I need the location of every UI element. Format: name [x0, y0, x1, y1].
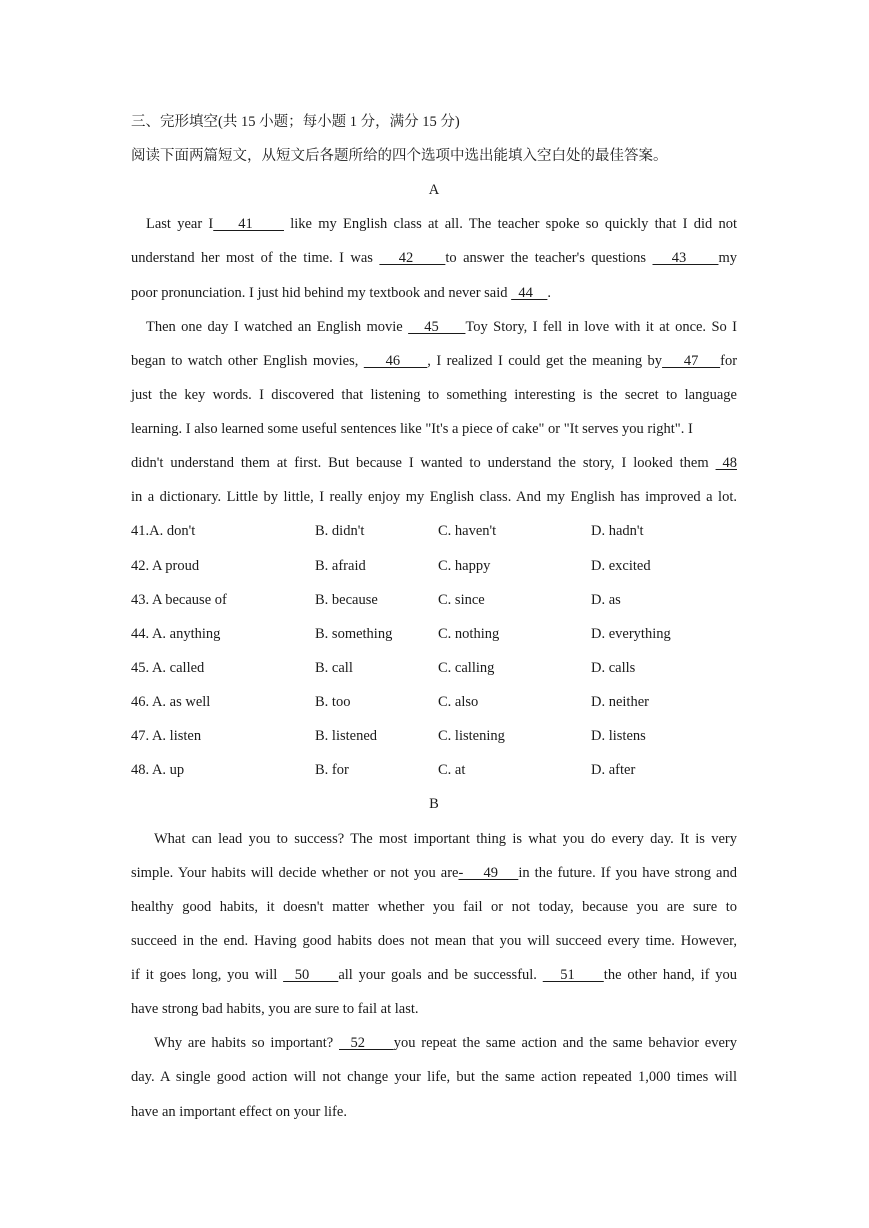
blank-48: 48 — [715, 455, 737, 471]
blank-42: 42 — [379, 250, 446, 266]
passage-b-line: if it goes long, you will 50 all your goals and be successful. 51 the other hand, if you — [131, 967, 737, 983]
option-c: C. nothing — [438, 626, 500, 642]
option-b: B. listened — [315, 728, 378, 744]
options-row-45 — [131, 658, 737, 678]
blank-43: 43 — [652, 250, 719, 266]
option-b: B. because — [315, 592, 378, 608]
blank-45: 45 — [408, 319, 466, 335]
option-a: 42. A proud — [131, 558, 200, 574]
blank-46: 46 — [363, 353, 428, 369]
blank-49: - 49 — [458, 865, 519, 881]
passage-a-label: A — [428, 182, 440, 198]
passage-b-line: day. A single good action will not change your life, but the same action repeated 1,000 times will — [131, 1069, 737, 1085]
blank-52: 52 — [339, 1035, 394, 1051]
option-d: D. neither — [591, 694, 649, 710]
section-heading: 三、完形填空(共 15 小题；每小题 1 分，满分 15 分) — [131, 114, 460, 130]
options-row-41 — [131, 521, 737, 541]
option-c: C. calling — [438, 660, 495, 676]
option-b: B. something — [315, 626, 393, 642]
option-d: D. excited — [591, 558, 651, 574]
option-c: C. at — [438, 762, 466, 778]
option-d: D. as — [591, 592, 621, 608]
passage-b-line: Why are habits so important? 52 you repeat the same action and the same behavior every — [154, 1035, 738, 1051]
options-row-42 — [131, 556, 737, 576]
blank-47: 47 — [662, 353, 721, 369]
option-a: 48. A. up — [131, 762, 185, 778]
passage-a-line: Last year I 41 like my English class at all. The teacher spoke so quickly that I did not — [146, 216, 738, 232]
passage-a-line: Then one day I watched an English movie 45 Toy Story, I fell in love with it at once. So I — [146, 319, 737, 335]
passage-b-line: have strong bad habits, you are sure to fail at last. — [131, 1001, 419, 1017]
passage-a-line: didn't understand them at first. But because I wanted to understand the story, I looked them 48 — [131, 455, 737, 471]
option-a: 45. A. called — [131, 660, 205, 676]
blank-50: 50 — [283, 967, 339, 983]
section-instruction: 阅读下面两篇短文，从短文后各题所给的四个选项中选出能填入空白处的最佳答案。 — [131, 148, 668, 164]
option-a: 41.A. don't — [131, 523, 196, 539]
option-a: 43. A because of — [131, 592, 227, 608]
passage-a-line: understand her most of the time. I was 42 to answer the teacher's questions 43 my — [131, 250, 738, 266]
options-row-47 — [131, 726, 737, 746]
option-c: C. haven't — [438, 523, 497, 539]
passage-b-label: B — [429, 796, 439, 812]
options-row-43 — [131, 590, 737, 610]
option-b: B. for — [315, 762, 349, 778]
option-b: B. didn't — [315, 523, 365, 539]
blank-51: 51 — [542, 967, 604, 983]
option-d: D. everything — [591, 626, 671, 642]
options-row-46 — [131, 692, 737, 712]
blank-44: 44 — [511, 285, 548, 301]
passage-b-line: have an important effect on your life. — [131, 1104, 347, 1120]
passage-a-line: poor pronunciation. I just hid behind my textbook and never said 44 . — [131, 285, 552, 301]
passage-a-line: in a dictionary. Little by little, I really enjoy my English class. And my English has improved a lot. — [131, 489, 737, 505]
option-a: 47. A. listen — [131, 728, 202, 744]
option-b: B. call — [315, 660, 353, 676]
option-b: B. afraid — [315, 558, 366, 574]
blank-41: 41 — [213, 216, 284, 232]
options-row-48 — [131, 760, 737, 780]
passage-b-line: succeed in the end. Having good habits does not mean that you will succeed every time. However, — [131, 933, 737, 949]
passage-a-line: just the key words. I discovered that listening to something interesting is the secret to language — [131, 387, 737, 403]
option-c: C. happy — [438, 558, 491, 574]
option-b: B. too — [315, 694, 351, 710]
passage-b-line: healthy good habits, it doesn't matter whether you fail or not today, because you are sure to — [131, 899, 737, 915]
passage-b-line: What can lead you to success? The most important thing is what you do every day. It is very — [154, 831, 737, 847]
option-d: D. after — [591, 762, 636, 778]
option-d: D. hadn't — [591, 523, 644, 539]
option-c: C. listening — [438, 728, 505, 744]
options-row-44 — [131, 624, 737, 644]
option-d: D. listens — [591, 728, 646, 744]
option-a: 46. A. as well — [131, 694, 211, 710]
option-d: D. calls — [591, 660, 636, 676]
passage-b-line: simple. Your habits will decide whether or not you are- 49 in the future. If you have strong and — [131, 865, 737, 881]
passage-a-line: learning. I also learned some useful sentences like "It's a piece of cake" or "It serves you right". I — [131, 421, 693, 437]
option-c: C. since — [438, 592, 485, 608]
option-a: 44. A. anything — [131, 626, 221, 642]
option-c: C. also — [438, 694, 479, 710]
passage-a-line: began to watch other English movies, 46 , I realized I could get the meaning by 47 for — [131, 353, 738, 369]
